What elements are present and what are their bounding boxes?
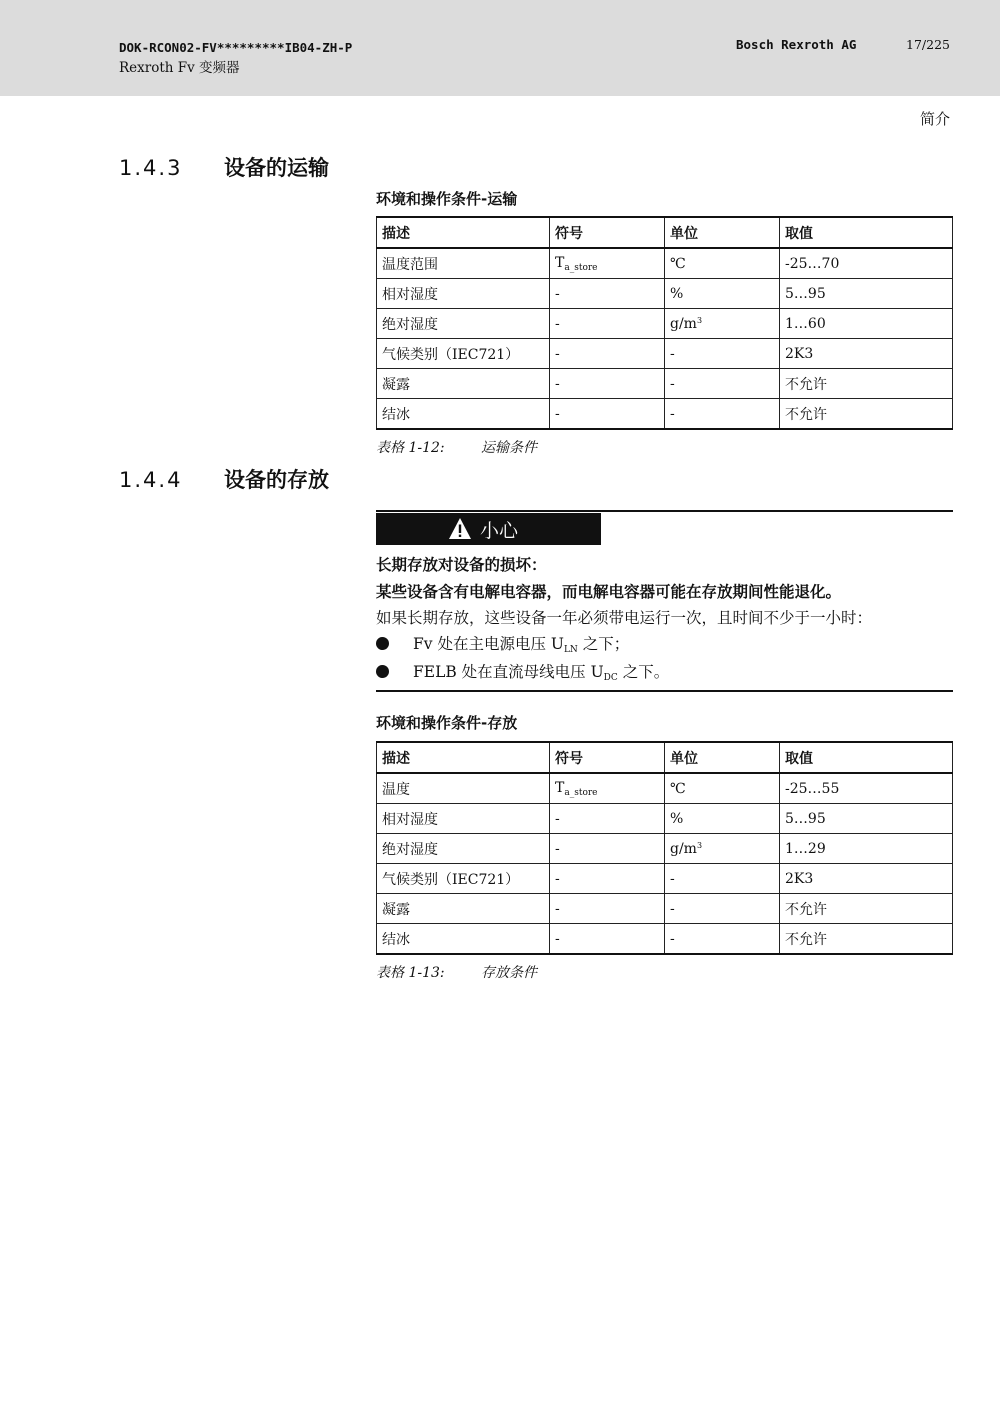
cell-symbol: -: [550, 834, 665, 864]
cell-desc: 相对湿度: [377, 279, 550, 309]
bullet-text: Fv 处在主电源电压 $U_{LN}$ 之下；: [413, 635, 630, 655]
chapter-title: 简介: [919, 110, 950, 128]
bullet-dot-icon: [376, 665, 389, 678]
caption-label: 表格 1-12:: [376, 440, 445, 456]
cell-value: 1…29: [780, 834, 953, 864]
header-left: [119, 37, 352, 79]
table-row: [377, 924, 953, 955]
cell-value: 5…95: [780, 804, 953, 834]
cell-symbol: $T_{a\_store}$: [550, 248, 665, 279]
cell-desc: 绝对湿度: [377, 309, 550, 339]
column-header: 描述: [377, 217, 550, 248]
caption-text: 运输条件: [481, 440, 537, 456]
table-row: [377, 804, 953, 834]
section-number: 1.4.3: [119, 156, 183, 180]
cell-symbol: -: [550, 369, 665, 399]
cell-unit: -: [665, 924, 780, 955]
caption-label: 表格 1-13:: [376, 965, 445, 981]
cell-unit: -: [665, 864, 780, 894]
cell-symbol: -: [550, 894, 665, 924]
cell-value: 2K3: [780, 339, 953, 369]
cell-symbol: -: [550, 864, 665, 894]
table-row: [377, 834, 953, 864]
cell-desc: 温度: [377, 773, 550, 804]
document-subtitle: Rexroth Fv 变频器: [119, 60, 240, 76]
cell-desc: 凝露: [377, 894, 550, 924]
bullet-dot-icon: [376, 637, 389, 650]
column-header: 单位: [665, 742, 780, 773]
caution-text: 如果长期存放，这些设备一年必须带电运行一次，且时间不少于一小时：: [376, 609, 873, 627]
cell-value: -25…55: [780, 773, 953, 804]
cell-unit: ℃: [665, 773, 780, 804]
cell-desc: 结冰: [377, 399, 550, 430]
table-row: [377, 399, 953, 430]
cell-value: 2K3: [780, 864, 953, 894]
table-caption-storage: [376, 962, 537, 982]
cell-desc: 绝对湿度: [377, 834, 550, 864]
section-title: 设备的存放: [224, 468, 329, 492]
cell-value: -25…70: [780, 248, 953, 279]
cell-unit: -: [665, 339, 780, 369]
table-row: [377, 773, 953, 804]
cell-unit: ℃: [665, 248, 780, 279]
cell-value: 不允许: [780, 894, 953, 924]
cell-unit: $g/m^3$: [665, 834, 780, 864]
column-header: 符号: [550, 742, 665, 773]
cell-unit: %: [665, 279, 780, 309]
company-name: Bosch Rexroth AG: [736, 37, 857, 52]
table-row: [377, 309, 953, 339]
bullet-text: FELB 处在直流母线电压 $U_{DC}$ 之下。: [413, 663, 670, 683]
cell-value: 5…95: [780, 279, 953, 309]
caution-heading: 长期存放对设备的损坏：: [376, 556, 547, 574]
caution-label: 小心: [480, 520, 519, 542]
caption-text: 存放条件: [481, 965, 537, 981]
document-id: DOK-RCON02-FV*********IB04-ZH-P: [119, 40, 353, 55]
cell-symbol: -: [550, 804, 665, 834]
warning-triangle-icon: [448, 517, 472, 541]
section-title: 设备的运输: [224, 156, 329, 180]
cell-value: 1…60: [780, 309, 953, 339]
cell-value: 不允许: [780, 369, 953, 399]
cell-desc: 气候类别（IEC721）: [377, 864, 550, 894]
column-header: 描述: [377, 742, 550, 773]
table-title-transport: 环境和操作条件-运输: [376, 190, 518, 208]
table-row: [377, 279, 953, 309]
table-title-storage: 环境和操作条件-存放: [376, 714, 518, 732]
cell-desc: 凝露: [377, 369, 550, 399]
section-heading-transport: [119, 152, 329, 182]
cell-symbol: -: [550, 924, 665, 955]
cell-desc: 温度范围: [377, 248, 550, 279]
cell-symbol: -: [550, 279, 665, 309]
cell-desc: 结冰: [377, 924, 550, 955]
table-header-row: [377, 742, 953, 773]
cell-value: 不允许: [780, 924, 953, 955]
caution-bottom-rule: [376, 690, 953, 692]
table-header-row: [377, 217, 953, 248]
table-row: [377, 369, 953, 399]
section-heading-storage: [119, 464, 329, 494]
column-header: 取值: [780, 742, 953, 773]
storage-conditions-table: [376, 741, 953, 955]
cell-symbol: -: [550, 339, 665, 369]
table-row: [377, 864, 953, 894]
caution-top-rule: [376, 510, 953, 512]
transport-conditions-table: [376, 216, 953, 430]
cell-unit: $g/m^3$: [665, 309, 780, 339]
cell-unit: -: [665, 894, 780, 924]
column-header: 单位: [665, 217, 780, 248]
column-header: 取值: [780, 217, 953, 248]
cell-symbol: -: [550, 309, 665, 339]
cell-value: 不允许: [780, 399, 953, 430]
page-header: [0, 0, 1000, 96]
table-row: [377, 894, 953, 924]
cell-symbol: $T_{a\_store}$: [550, 773, 665, 804]
caution-banner: [376, 513, 601, 545]
cell-unit: -: [665, 399, 780, 430]
table-row: [377, 339, 953, 369]
page-number: 17/225: [906, 37, 950, 52]
table-row: [377, 248, 953, 279]
cell-desc: 气候类别（IEC721）: [377, 339, 550, 369]
table-caption-transport: [376, 437, 537, 457]
column-header: 符号: [550, 217, 665, 248]
cell-unit: %: [665, 804, 780, 834]
section-number: 1.4.4: [119, 468, 183, 492]
cell-desc: 相对湿度: [377, 804, 550, 834]
caution-bold-text: 某些设备含有电解电容器，而电解电容器可能在存放期间性能退化。: [376, 583, 842, 601]
cell-symbol: -: [550, 399, 665, 430]
cell-unit: -: [665, 369, 780, 399]
